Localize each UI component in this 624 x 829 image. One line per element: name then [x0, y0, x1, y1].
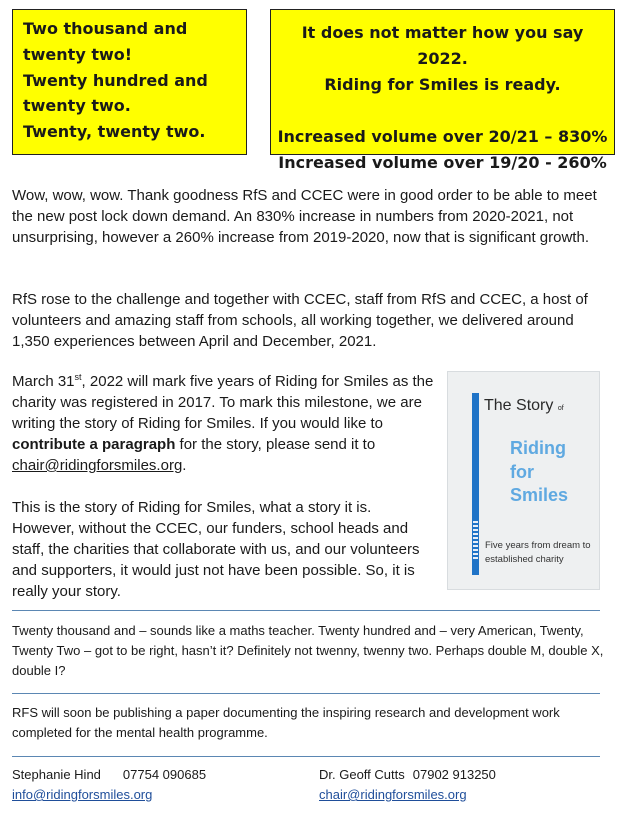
chair-email-link[interactable]: chair@ridingforsmiles.org: [12, 457, 183, 474]
paragraph-growth: Wow, wow, wow. Thank goodness RfS and CCEC were in good order to be able to meet the new post lock down demand. An 830% increase in numbers from 2020-2021, not unsurprising, however a 260% increase from 2019-2020, now that is significant growth.: [12, 187, 597, 246]
left-box-line: twenty two!: [23, 44, 133, 64]
text-run: , 2022 will mark five years of Riding for Smiles as the charity was registered in 2017. To mark this milestone, we are writing the story of Riding for Smiles. If you would like to: [12, 373, 434, 432]
right-box-line: Riding for Smiles is ready.: [324, 75, 561, 94]
book-title: [484, 397, 564, 415]
divider: [12, 756, 600, 757]
book-title-text: The Story: [484, 397, 554, 414]
text-run: for the story, please send it to: [175, 436, 376, 453]
contact-name: Dr. Geoff Cutts: [319, 767, 405, 782]
contact-geoff: [319, 765, 496, 805]
contact-email-link[interactable]: chair@ridingforsmiles.org: [319, 787, 467, 802]
note-pronunciation: Twenty thousand and – sounds like a maths teacher. Twenty hundred and – very American, Twenty, Twenty Two – got to be right, hasn’t it? Definitely not twenny, twenny two. Perhaps double M, double X, double I?: [12, 623, 604, 678]
note-research-paper: RFS will soon be publishing a paper documenting the inspiring research and development work completed for the mental health programme.: [12, 705, 560, 740]
text-run: .: [182, 457, 187, 474]
book-name-line: Riding: [510, 438, 566, 458]
contact-name: Stephanie Hind: [12, 767, 101, 782]
left-box-line: Twenty hundred and: [23, 70, 208, 90]
text-run: March 31: [12, 373, 75, 390]
left-box-line: twenty two.: [23, 96, 131, 116]
contact-phone: 07754 090685: [122, 767, 207, 782]
book-cover-image: [447, 371, 600, 590]
book-spine-lettering: [473, 521, 478, 561]
contact-phone: 07902 913250: [412, 767, 496, 782]
left-box-line: Twenty, twenty two.: [23, 122, 206, 142]
contact-name-phone: [319, 765, 496, 785]
divider: [12, 693, 600, 694]
volume-stat-2021: Increased volume over 20/21 – 830%: [277, 127, 608, 146]
right-box-line: It does not matter how you say 2022.: [301, 23, 584, 68]
bold-phrase: contribute a paragraph: [12, 436, 176, 453]
superscript: st: [74, 372, 82, 382]
spacer: [277, 98, 608, 124]
yellow-box-volume: [270, 9, 615, 172]
contact-stephanie: [12, 765, 206, 805]
book-title-of: of: [557, 405, 564, 412]
paragraph-anniversary: [12, 371, 437, 476]
contact-email-link[interactable]: info@ridingforsmiles.org: [12, 787, 153, 802]
paragraph-your-story: This is the story of Riding for Smiles, what a story it is. However, without the CCEC, our funders, school heads and staff, the charities that collaborate with us, and our volunteers and supporters, it would just not have been possible. So, it is really your story.: [12, 499, 420, 600]
divider: [12, 610, 600, 611]
book-subtitle: Five years from dream to established charity: [485, 540, 591, 565]
book-name-line: for: [510, 461, 534, 482]
paragraph-challenge: RfS rose to the challenge and together with CCEC, staff from RfS and CCEC, a host of volunteers and amazing staff from schools, all working together, we delivered around 1,350 experiences between April and December, 2021.: [12, 291, 588, 350]
book-name: [510, 437, 568, 508]
left-box-line: Two thousand and: [23, 19, 188, 38]
volume-stat-1920: Increased volume over 19/20 - 260%: [278, 153, 607, 172]
contact-name-phone: [12, 765, 206, 785]
book-name-line: Smiles: [510, 485, 569, 505]
yellow-box-pronunciations: [12, 9, 247, 155]
